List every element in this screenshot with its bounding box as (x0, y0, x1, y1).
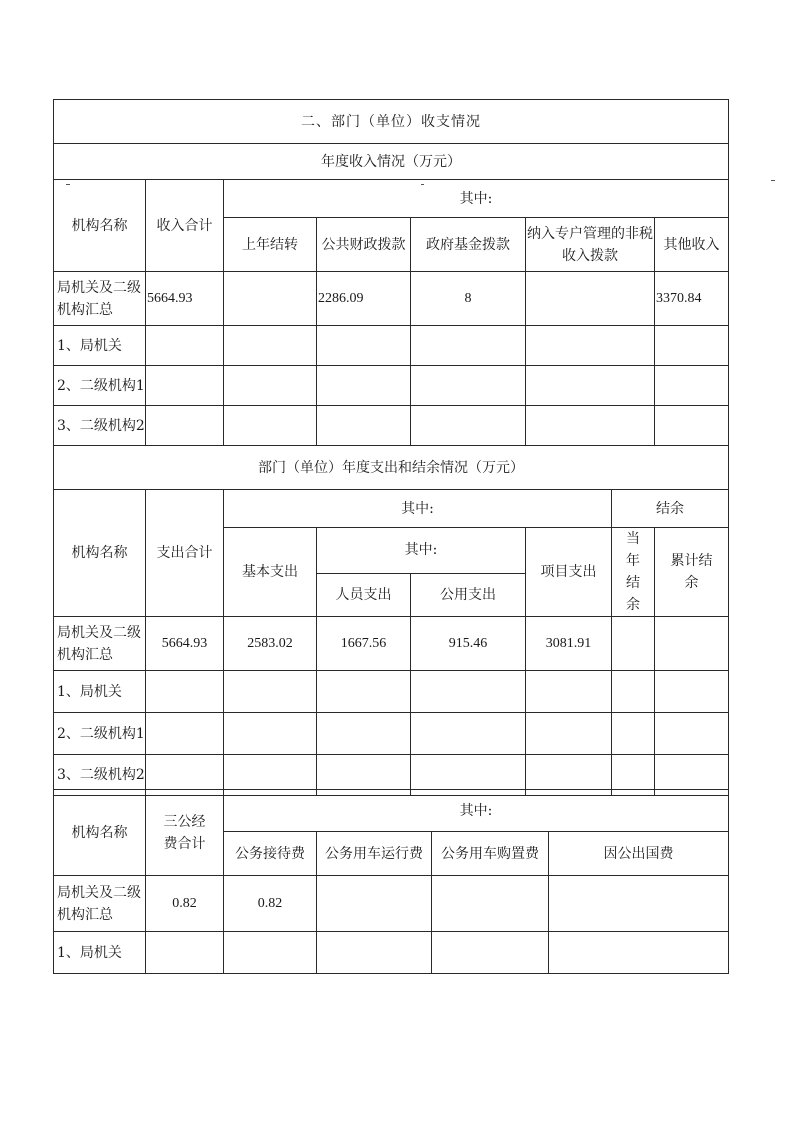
income-expense-table (53, 99, 729, 796)
expense-col-balance: 结余 (612, 490, 729, 528)
row-name: 局机关及二级机构汇总 (54, 272, 146, 326)
income-col-nontax: 纳入专户管理的非税收入拨款 (526, 218, 655, 272)
income-col-carryover: 上年结转 (224, 218, 317, 272)
scan-speck (421, 184, 424, 185)
row-name: 2、二级机构1 (54, 366, 146, 406)
row-balance-year (612, 617, 655, 671)
table-row (54, 671, 729, 713)
expense-col-personnel: 人员支出 (317, 573, 411, 616)
row-carryover (224, 272, 317, 326)
sangong-col-of-which: 其中: (224, 790, 729, 832)
expense-col-of-which-inner: 其中: (317, 528, 526, 574)
table-row (54, 932, 729, 974)
sangong-col-reception: 公务接待费 (224, 832, 317, 876)
row-other: 3370.84 (655, 272, 729, 326)
expense-col-balance-cum (655, 528, 729, 617)
table-row (54, 326, 729, 366)
sangong-col-vehicle-buy: 公务用车购置费 (432, 832, 549, 876)
row-balance-cum (655, 617, 729, 671)
sangong-col-vehicle-run: 公务用车运行费 (317, 832, 432, 876)
row-name: 1、局机关 (54, 932, 146, 974)
row-public: 915.46 (411, 617, 526, 671)
table-row (54, 617, 729, 671)
row-name: 1、局机关 (54, 326, 146, 366)
row-name: 1、局机关 (54, 671, 146, 713)
income-col-gov-fund: 政府基金拨款 (411, 218, 526, 272)
row-name: 3、二级机构2 (54, 406, 146, 446)
income-col-org: 机构名称 (54, 180, 146, 272)
expense-col-basic: 基本支出 (224, 528, 317, 617)
scan-speck (66, 184, 70, 185)
income-heading: 年度收入情况（万元） (54, 144, 729, 180)
row-personnel: 1667.56 (317, 617, 411, 671)
expense-col-balance-year (612, 528, 655, 617)
table-row (54, 406, 729, 446)
row-total: 5664.93 (146, 617, 224, 671)
sangong-table (53, 789, 729, 974)
row-basic: 2583.02 (224, 617, 317, 671)
row-name: 2、二级机构1 (54, 713, 146, 755)
row-project: 3081.91 (526, 617, 612, 671)
expense-col-of-which: 其中: (224, 490, 612, 528)
sangong-col-org: 机构名称 (54, 790, 146, 876)
row-name: 局机关及二级机构汇总 (54, 617, 146, 671)
balance-year-label: 当年结余 (626, 531, 640, 613)
expense-col-project: 项目支出 (526, 528, 612, 617)
sangong-col-total (146, 790, 224, 876)
row-abroad (549, 876, 729, 932)
row-vehicle-run (317, 876, 432, 932)
section-title: 二、部门（单位）收支情况 (54, 100, 729, 144)
sangong-col-abroad: 因公出国费 (549, 832, 729, 876)
row-reception: 0.82 (224, 876, 317, 932)
income-col-total: 收入合计 (146, 180, 224, 272)
expense-heading: 部门（单位）年度支出和结余情况（万元） (54, 446, 729, 490)
row-vehicle-buy (432, 876, 549, 932)
income-col-other: 其他收入 (655, 218, 729, 272)
table-row (54, 876, 729, 932)
row-public-finance: 2286.09 (317, 272, 411, 326)
row-gov-fund: 8 (411, 272, 526, 326)
expense-col-org: 机构名称 (54, 490, 146, 617)
table-row (54, 366, 729, 406)
table-row (54, 272, 729, 326)
sangong-total-label: 三公经费合计 (163, 813, 206, 852)
row-name: 3、二级机构2 (54, 755, 146, 796)
row-total: 5664.93 (146, 272, 224, 326)
expense-col-public: 公用支出 (411, 573, 526, 616)
row-nontax (526, 272, 655, 326)
income-col-of-which: 其中: (224, 180, 729, 218)
row-name: 局机关及二级机构汇总 (54, 876, 146, 932)
expense-col-total: 支出合计 (146, 490, 224, 617)
scan-speck (771, 180, 775, 181)
income-col-public-finance: 公共财政拨款 (317, 218, 411, 272)
balance-cum-label: 累计结余 (670, 553, 713, 591)
table-row (54, 713, 729, 755)
row-total: 0.82 (146, 876, 224, 932)
